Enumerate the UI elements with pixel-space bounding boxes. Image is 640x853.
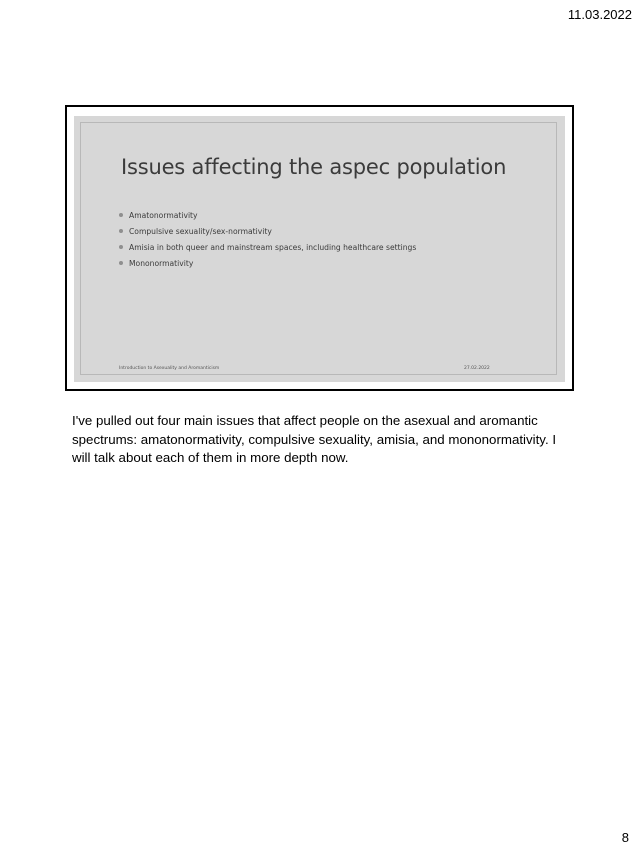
bullet-dot-icon (119, 213, 123, 217)
slide-bullet (119, 255, 416, 271)
slide-bullet-text: Amisia in both queer and mainstream spaces, including healthcare settings (129, 242, 417, 252)
slide-footer-date: 27.02.2022 (464, 366, 490, 371)
bullet-dot-icon (119, 261, 123, 265)
bullet-dot-icon (119, 229, 123, 233)
slide-bullet-text: Amatonormativity (129, 210, 198, 220)
slide-footer: Introduction to Asexuality and Aromanticism (119, 366, 220, 371)
slide-bullet-text: Mononormativity (129, 258, 194, 268)
bullet-dot-icon (119, 245, 123, 249)
slide-content-border (80, 122, 557, 375)
slide-bullet (119, 239, 416, 255)
page-date: 11.03.2022 (567, 7, 632, 22)
slide-bullet-text: Compulsive sexuality/sex-normativity (129, 226, 272, 236)
slide-bullet (119, 223, 416, 239)
slide-bullet-list (119, 207, 416, 271)
slide-canvas (74, 116, 565, 382)
page-number: 8 (621, 830, 629, 845)
slide-thumbnail (65, 105, 574, 391)
slide-title: Issues affecting the aspec population (121, 155, 507, 179)
speaker-notes: I've pulled out four main issues that affect people on the asexual and aromantic spectrums: amatonormativity, compulsive sexuality, amisia, and mononormativity. I will talk about each of them in more depth now. (72, 413, 557, 465)
slide-bullet (119, 207, 416, 223)
